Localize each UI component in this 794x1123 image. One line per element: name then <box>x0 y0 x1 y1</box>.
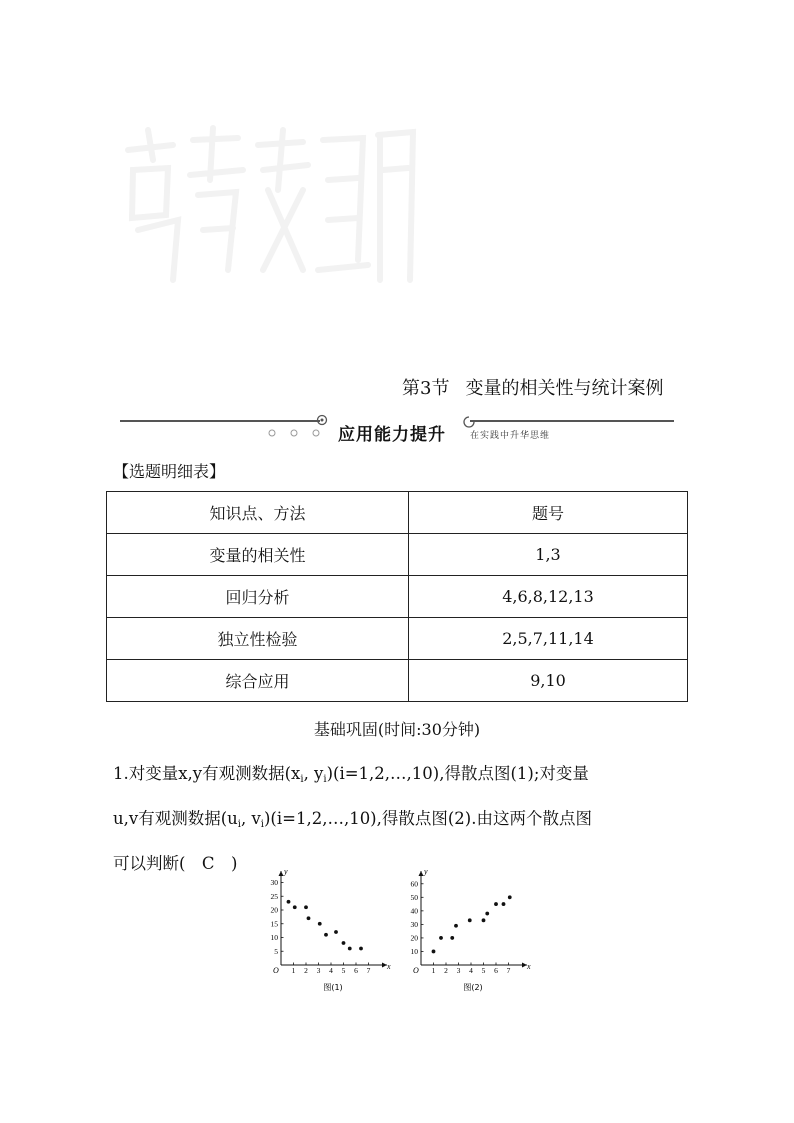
y-tick-label: 20 <box>410 933 418 943</box>
scatter-point <box>334 930 338 934</box>
question-line: 可以判断( C ) <box>113 854 238 873</box>
section-label: 基础巩固(时间:30分钟) <box>313 720 481 739</box>
table-heading: 【选题明细表】 <box>113 462 226 481</box>
section-title: 变量的相关性与统计案例 <box>465 378 664 399</box>
scatter-point <box>342 941 346 945</box>
banner-hook-icon <box>462 416 476 428</box>
x-tick-label: 7 <box>366 966 371 975</box>
x-tick-label: 4 <box>469 966 473 975</box>
table-row <box>107 618 688 660</box>
table-cell-numbers: 1,3 <box>409 534 688 576</box>
question-text: u,v有观测数据(u <box>113 809 238 828</box>
table-cell-numbers: 4,6,8,12,13 <box>409 576 688 618</box>
table-header-row <box>107 492 688 534</box>
y-tick-label: 50 <box>410 892 418 902</box>
scatter-point <box>324 933 328 937</box>
scatter-point <box>432 950 436 954</box>
table-cell-topic: 变量的相关性 <box>107 534 409 576</box>
x-tick-label: 5 <box>481 966 486 975</box>
question-line <box>113 754 693 799</box>
banner-divider-right <box>470 420 674 422</box>
scatter-point <box>482 918 486 922</box>
x-tick-label: 7 <box>506 966 511 975</box>
table-cell-topic: 回归分析 <box>107 576 409 618</box>
watermark-logo <box>118 120 418 290</box>
subscript: i <box>300 774 304 785</box>
y-tick-label: 30 <box>410 919 418 929</box>
table-header-cell: 知识点、方法 <box>107 492 409 534</box>
x-tick-label: 6 <box>494 966 498 975</box>
table-row <box>107 534 688 576</box>
table-cell-numbers: 2,5,7,11,14 <box>409 618 688 660</box>
scatter-figures <box>264 870 532 996</box>
x-axis-label: x <box>527 962 531 971</box>
y-tick-label: 25 <box>270 891 278 901</box>
y-tick-label: 10 <box>270 933 278 942</box>
x-tick-label: 4 <box>329 966 333 975</box>
scatter-point <box>304 905 308 909</box>
scatter-point <box>439 936 443 940</box>
scatter-point <box>318 922 322 926</box>
x-tick-label: 6 <box>354 966 358 975</box>
scatter-point <box>450 936 454 940</box>
table-header-cell: 题号 <box>409 492 688 534</box>
subscript: i <box>260 819 264 830</box>
subscript: i <box>237 819 241 830</box>
question-1 <box>113 754 693 883</box>
scatter-point <box>359 947 363 951</box>
scatter-point <box>508 895 512 899</box>
subscript: i <box>323 774 327 785</box>
y-tick-label: 40 <box>410 906 418 916</box>
x-tick-label: 1 <box>431 966 436 975</box>
question-text: , v <box>240 809 261 828</box>
section-header <box>402 374 663 400</box>
x-tick-label: 1 <box>291 966 296 975</box>
origin-label: O <box>273 966 279 975</box>
scatter-point <box>468 918 472 922</box>
scatter-point <box>287 900 291 904</box>
scatter-point <box>454 924 458 928</box>
table-cell-topic: 独立性检验 <box>107 618 409 660</box>
y-axis-label: y <box>424 870 428 876</box>
banner-title: 应用能力提升 <box>338 425 446 445</box>
banner-divider-left <box>120 420 320 422</box>
x-tick-label: 3 <box>316 966 321 975</box>
section-banner <box>118 412 678 448</box>
banner-dots-icon <box>268 428 328 438</box>
scatter-point <box>485 912 489 916</box>
question-text: )(i=1,2,…,10),得散点图(1);对变量 <box>326 764 589 783</box>
y-tick-label: 20 <box>270 905 278 915</box>
y-tick-label: 5 <box>274 946 278 956</box>
question-text: 1.对变量x,y有观测数据(x <box>113 764 301 783</box>
x-tick-label: 2 <box>304 966 308 975</box>
y-tick-label: 10 <box>410 946 418 956</box>
banner-ornament-icon <box>314 414 330 428</box>
x-tick-label: 2 <box>444 966 448 975</box>
x-tick-label: 3 <box>456 966 461 975</box>
table-cell-topic: 综合应用 <box>107 660 409 702</box>
chart-title: 图(2) <box>463 983 483 992</box>
chart-title: 图(1) <box>323 983 343 992</box>
question-text: , y <box>303 764 324 783</box>
question-text: )(i=1,2,…,10),得散点图(2).由这两个散点图 <box>263 809 592 828</box>
y-tick-label: 60 <box>410 879 418 889</box>
y-axis-label: y <box>284 870 288 876</box>
y-tick-label: 15 <box>270 919 278 929</box>
scatter-point <box>502 902 506 906</box>
x-axis-label: x <box>387 962 391 971</box>
scatter-point <box>307 916 311 920</box>
section-number: 第3节 <box>402 378 450 399</box>
y-axis-arrow-icon <box>279 871 284 876</box>
banner-subtitle: 在实践中升华思维 <box>470 431 551 441</box>
table-cell-numbers: 9,10 <box>409 660 688 702</box>
question-line <box>113 799 693 844</box>
y-tick-label: 30 <box>270 878 278 887</box>
x-tick-label: 5 <box>341 966 346 975</box>
scatter-point <box>348 947 352 951</box>
y-axis-arrow-icon <box>419 871 424 876</box>
table-row <box>107 576 688 618</box>
origin-label: O <box>413 966 419 975</box>
table-row <box>107 660 688 702</box>
scatter-point <box>293 905 297 909</box>
topic-table <box>106 491 688 702</box>
scatter-point <box>494 902 498 906</box>
